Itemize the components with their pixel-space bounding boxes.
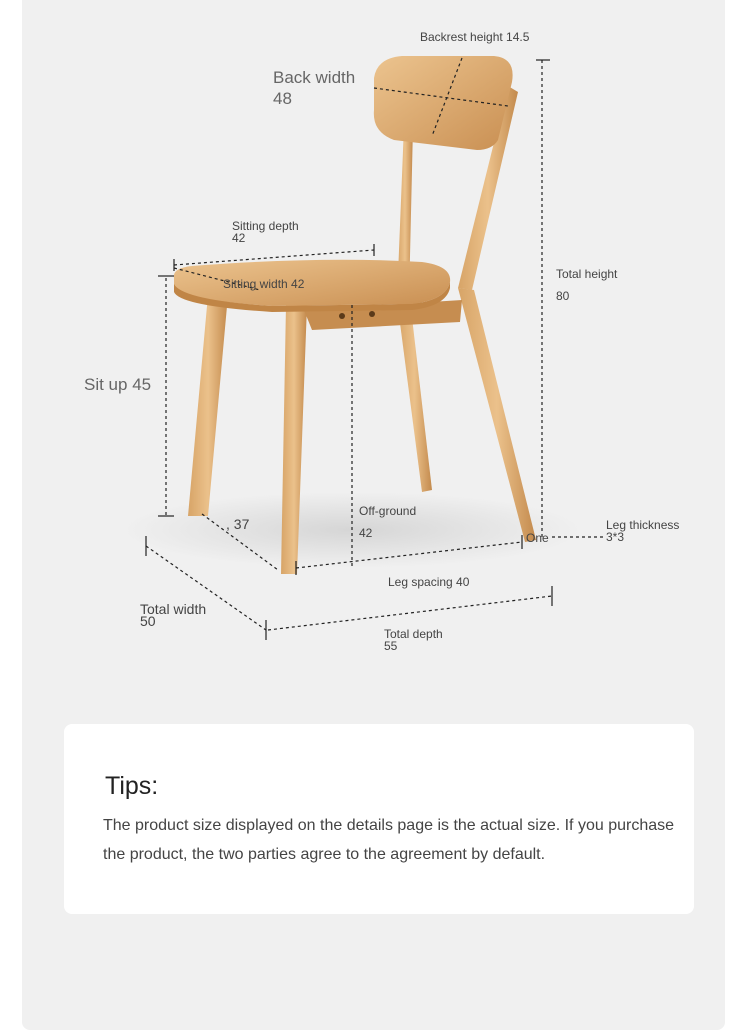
leg-37-label: , 37: [226, 516, 250, 532]
tips-card: [64, 724, 694, 914]
total-width-label: Total width: [140, 601, 207, 617]
front-leg-left: [188, 295, 228, 516]
sitting-depth-value: 42: [232, 231, 246, 245]
tips-title: Tips:: [105, 772, 159, 800]
sit-up-label: Sit up 45: [84, 375, 152, 394]
off-ground-value: 42: [359, 526, 373, 540]
off-ground-label: Off-ground: [359, 504, 417, 518]
tips-body: The product size displayed on the details page is the actual size. If you purchase the product, the two parties agree to the agreement by default.: [103, 817, 675, 863]
product-detail-page: [22, 0, 725, 1030]
one-label: One: [526, 531, 549, 545]
chair-illustration: [22, 0, 725, 680]
back-width-label: Back width: [273, 68, 356, 87]
leg-thickness-label: Leg thickness: [606, 518, 680, 532]
leg-thickness-value: 3*3: [606, 530, 625, 544]
chair-dimension-diagram: [22, 0, 725, 680]
total-height-value: 80: [556, 289, 570, 303]
total-depth-label: Total depth: [384, 627, 443, 641]
screw-right: [369, 311, 375, 317]
total-depth-value: 55: [384, 639, 398, 653]
leg-spacing-label: Leg spacing 40: [388, 575, 470, 589]
back-width-value: 48: [273, 89, 292, 108]
back-leg-left-lower: [397, 300, 432, 492]
total-height-label: Total height: [556, 267, 618, 281]
screw-left: [339, 313, 345, 319]
backrest-height-label: Backrest height 14.5: [420, 30, 530, 44]
sitting-width-label: Sitting width 42: [223, 277, 305, 291]
seat: [174, 260, 450, 306]
backrest: [374, 56, 513, 150]
sitting-depth-label: Sitting depth: [232, 219, 299, 233]
total-width-value: 50: [140, 613, 156, 629]
